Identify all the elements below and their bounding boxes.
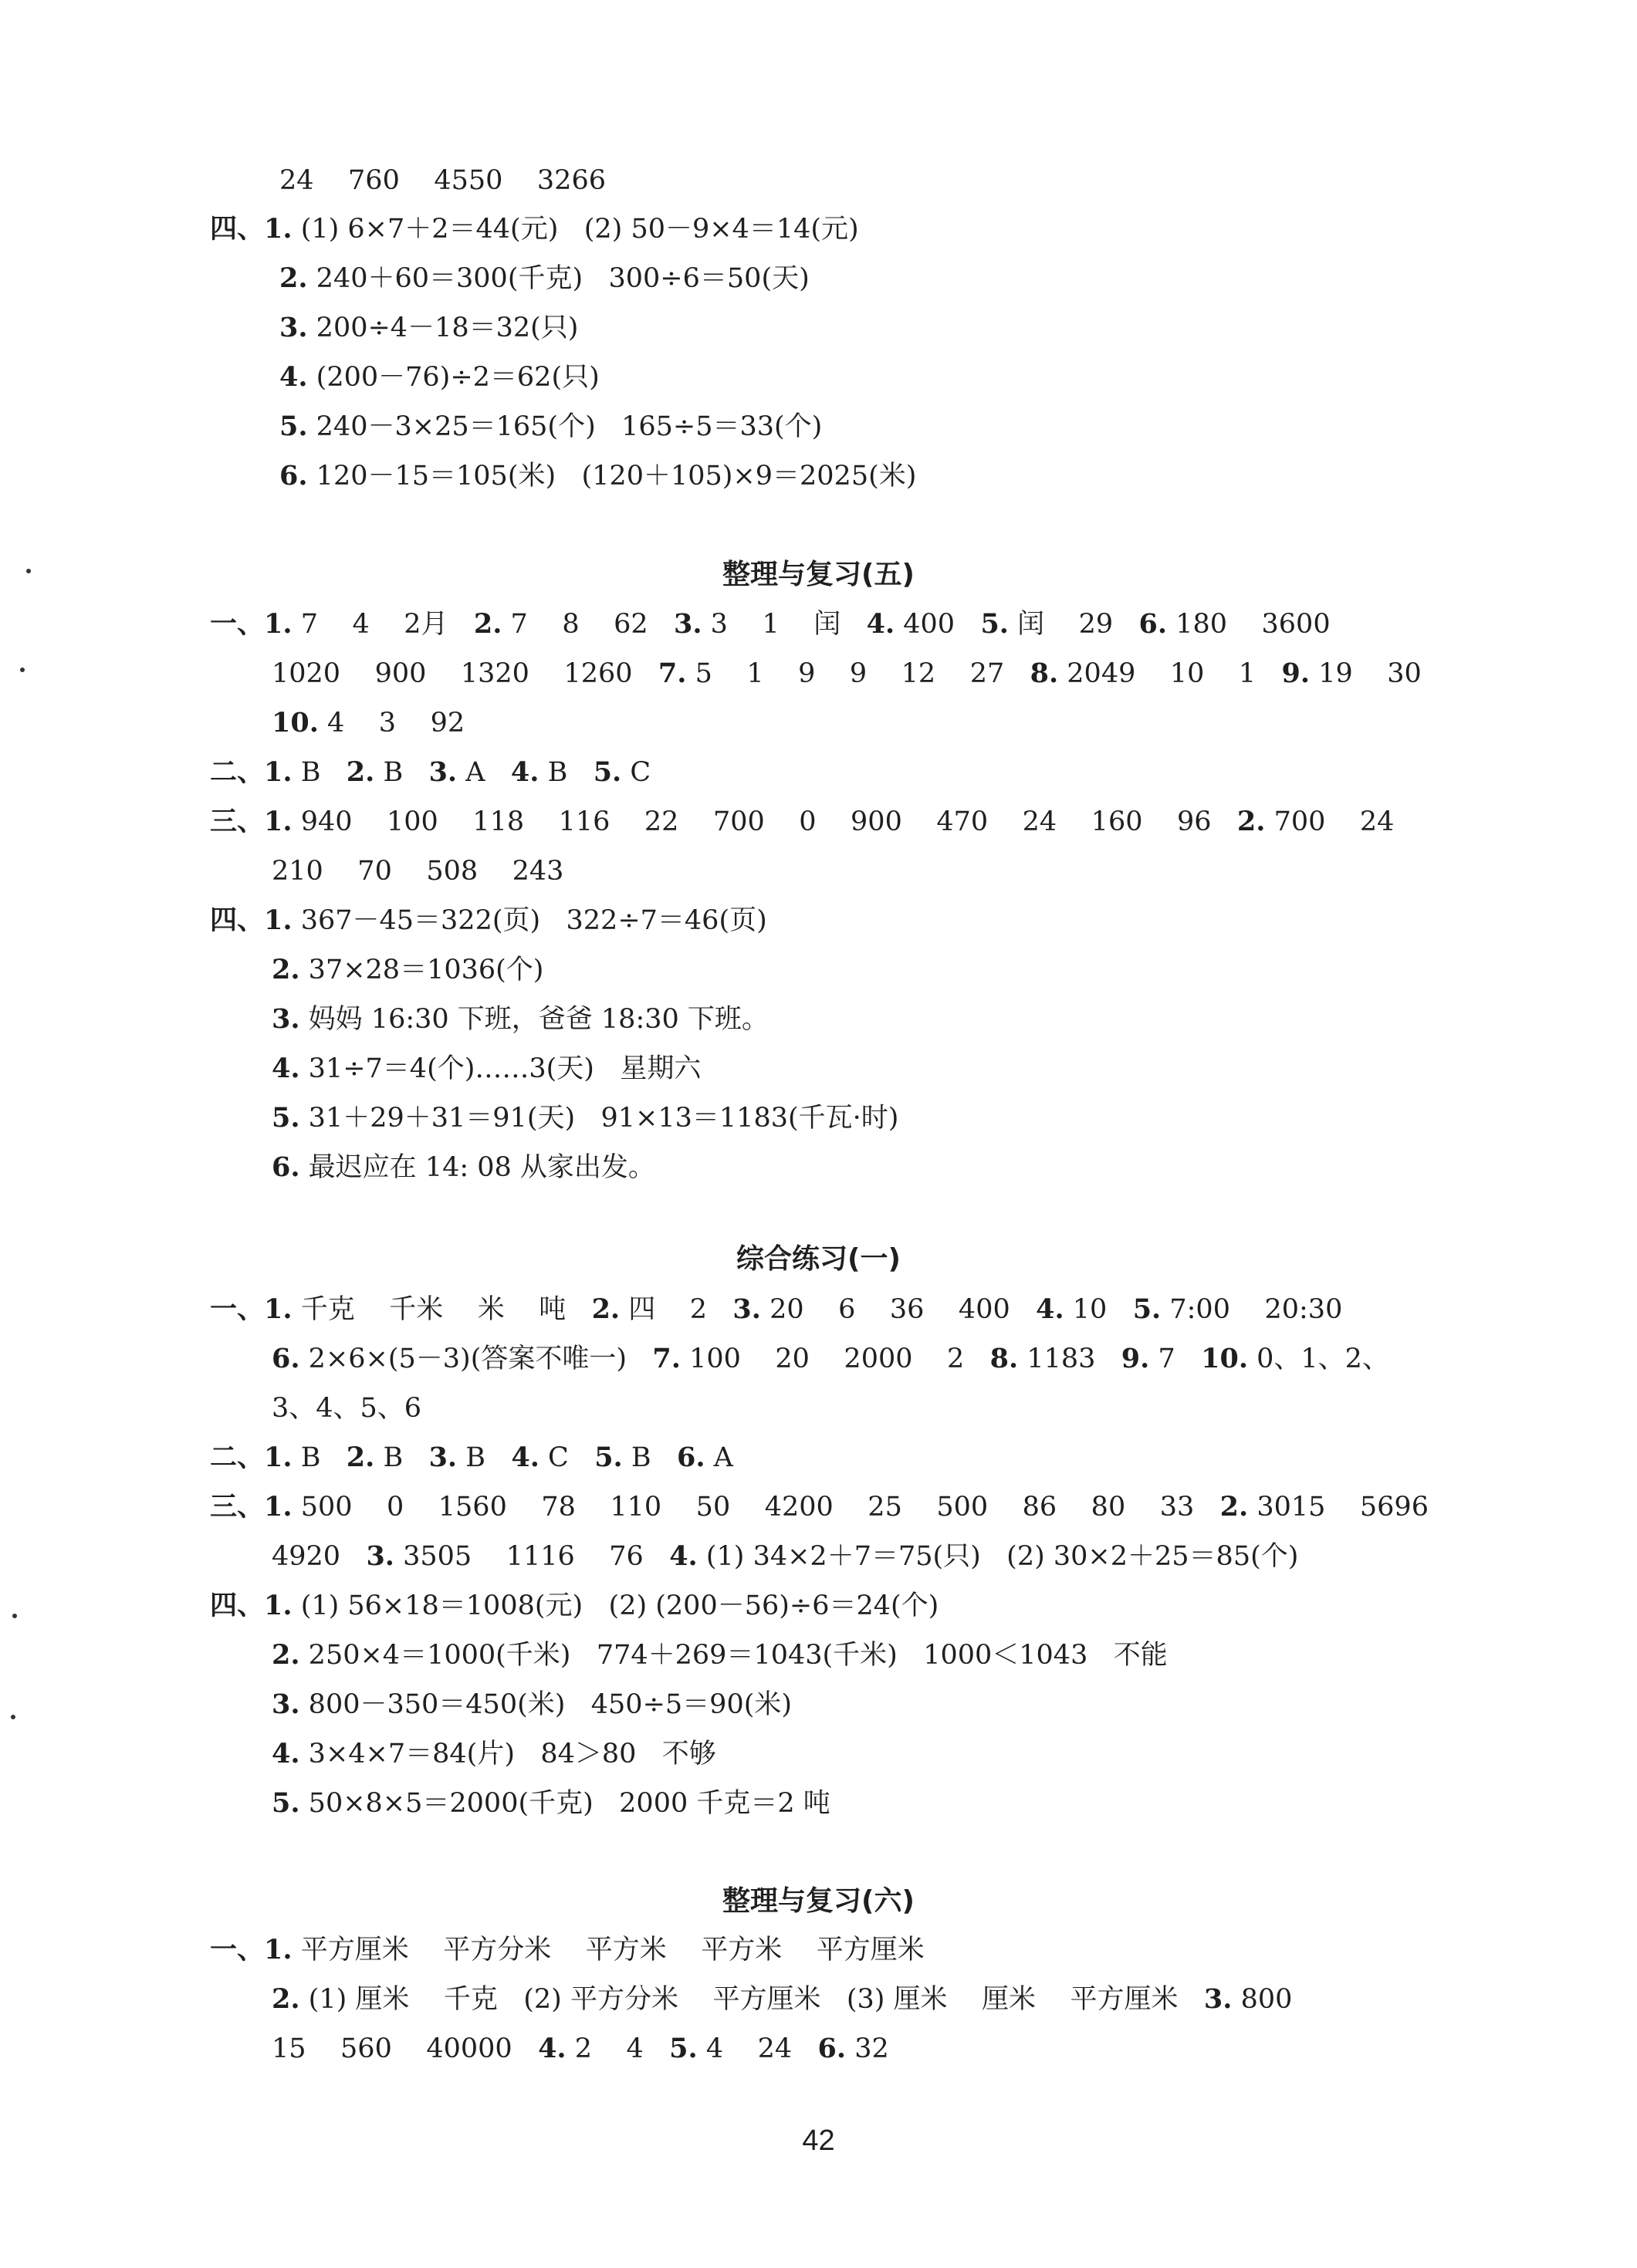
item-number: 4. [669,1540,698,1572]
item-number: 1. [264,608,293,640]
item-number: 2. [272,1983,300,2015]
answer-line: 二、1. B 2. B 3. B 4. C 5. B 6. A [210,1442,733,1473]
item-number: 5. [669,2033,698,2064]
item-number: 3. [674,608,702,640]
item-number: 6. [279,460,308,492]
answer-line: 一、1. 7 4 2月 2. 7 8 62 3. 3 1 闰 4. 400 5. 闰 29 6. 180 3600 [210,608,1331,640]
item-number: 3. [272,1688,300,1720]
item-number: 4. [272,1738,300,1769]
item-number: 2. [1219,1491,1249,1523]
answer-line: 3. 200÷4－18＝32(只) [279,312,579,343]
item-number: 6. [817,2033,847,2064]
answer-line: 3、4、5、6 [272,1393,422,1424]
section-label: 三、 [210,806,265,837]
answer-line: 15 560 40000 4. 2 4 5. 4 24 6. 32 [272,2033,889,2064]
answer-line: 10. 4 3 92 [272,707,465,739]
scan-speck [26,569,31,573]
item-number: 4. [511,1442,539,1473]
answer-line: 1020 900 1320 1260 7. 5 1 9 9 12 27 8. 2049 10 1 9. 19 30 [272,657,1422,689]
item-number: 10. [272,707,319,739]
answer-line: 2. (1) 厘米 千克 (2) 平方分米 平方厘米 (3) 厘米 厘米 平方厘米 3. 800 [272,1983,1293,2015]
item-number: 2. [272,1639,300,1671]
answer-line: 24 760 4550 3266 [279,165,606,196]
item-number: 3. [279,312,308,343]
answer-line: 2. 240＋60＝300(千克) 300÷6＝50(天) [279,262,810,294]
item-number: 1. [264,1934,293,1965]
answer-line: 一、1. 平方厘米 平方分米 平方米 平方米 平方厘米 [210,1934,925,1965]
item-number: 4. [1036,1293,1064,1325]
item-number: 10. [1201,1343,1249,1374]
item-number: 1. [264,756,293,788]
item-number: 7. [658,657,687,689]
item-number: 9. [1281,657,1311,689]
section-label: 三、 [210,1491,265,1523]
item-number: 1. [264,213,293,245]
item-number: 5. [980,608,1009,640]
item-number: 3. [366,1540,394,1572]
item-number: 5. [593,756,622,788]
item-number: 4. [272,1053,300,1084]
item-number: 2. [346,756,375,788]
item-number: 5. [272,1102,300,1134]
answer-line: 四、1. (1) 6×7＋2＝44(元) (2) 50－9×4＝14(元) [210,213,859,245]
item-number: 4. [538,2033,567,2064]
answer-line: 6. 120－15＝105(米) (120＋105)×9＝2025(米) [279,460,917,492]
item-number: 2. [1236,806,1266,837]
item-number: 5. [594,1442,623,1473]
item-number: 1. [264,1590,293,1621]
answer-line: 6. 最迟应在 14: 08 从家出发。 [272,1151,655,1183]
answer-line: 6. 2×6×(5－3)(答案不唯一) 7. 100 20 2000 2 8. 1183 9. 7 10. 0、1、2、 [272,1343,1389,1374]
answer-line: 2. 37×28＝1036(个) [272,954,544,985]
item-number: 2. [272,954,300,985]
answer-line: 4. 31÷7＝4(个)……3(天) 星期六 [272,1053,702,1084]
item-number: 8. [1030,657,1059,689]
item-number: 1. [264,904,293,936]
item-number: 1. [264,1491,293,1523]
item-number: 1. [264,806,293,837]
page-number: 42 [802,2124,835,2157]
section-label: 四、 [210,1590,265,1621]
item-number: 2. [279,262,308,294]
answer-line: 5. 50×8×5＝2000(千克) 2000 千克＝2 吨 [272,1787,830,1819]
answer-line: 四、1. 367－45＝322(页) 322÷7＝46(页) [210,904,767,936]
item-number: 2. [591,1293,621,1325]
answer-line: 5. 31＋29＋31＝91(天) 91×13＝1183(千瓦·时) [272,1102,899,1134]
item-number: 5. [279,411,308,442]
item-number: 5. [272,1787,300,1819]
answer-line: 3. 800－350＝450(米) 450÷5＝90(米) [272,1688,793,1720]
item-number: 3. [272,1003,300,1035]
answer-line: 三、1. 940 100 118 116 22 700 0 900 470 24 160 96 2. 700 24 [210,806,1395,837]
item-number: 1. [264,1293,293,1325]
item-number: 3. [1203,1983,1233,2015]
answer-line: 2. 250×4＝1000(千米) 774＋269＝1043(千米) 1000＜1043 不能 [272,1639,1168,1671]
item-number: 9. [1121,1343,1150,1374]
answer-line: 210 70 508 243 [272,856,564,887]
section-label: 一、 [210,1293,265,1325]
item-number: 6. [272,1151,300,1183]
item-number: 2. [346,1442,375,1473]
item-number: 7. [652,1343,681,1374]
section-label: 一、 [210,608,265,640]
answer-line: 四、1. (1) 56×18＝1008(元) (2) (200－56)÷6＝24(个) [210,1590,939,1621]
item-number: 6. [272,1343,300,1374]
item-number: 4. [866,608,895,640]
scan-speck [20,668,25,672]
answer-line: 4920 3. 3505 1116 76 4. (1) 34×2＋7＝75(只) (2) 30×2＋25＝85(个) [272,1540,1299,1572]
answer-line: 3. 妈妈 16:30 下班，爸爸 18:30 下班。 [272,1003,769,1035]
item-number: 4. [279,361,308,393]
item-number: 1. [264,1442,293,1473]
answer-line: 二、1. B 2. B 3. A 4. B 5. C [210,756,651,788]
item-number: 6. [676,1442,705,1473]
section-title: 综合练习(一) [736,1243,901,1275]
item-number: 5. [1132,1293,1162,1325]
section-label: 一、 [210,1934,265,1965]
item-number: 3. [428,756,458,788]
section-title: 整理与复习(五) [722,559,915,590]
item-number: 6. [1138,608,1168,640]
item-number: 3. [732,1293,761,1325]
item-number: 4. [510,756,539,788]
answer-line: 5. 240－3×25＝165(个) 165÷5＝33(个) [279,411,823,442]
answer-line: 三、1. 500 0 1560 78 110 50 4200 25 500 86 80 33 2. 3015 5696 [210,1491,1429,1523]
section-label: 四、 [210,904,265,936]
item-number: 2. [473,608,502,640]
section-label: 四、 [210,213,265,245]
answer-line: 一、1. 千克 千米 米 吨 2. 四 2 3. 20 6 36 400 4. 10 5. 7:00 20:30 [210,1293,1343,1325]
section-title: 整理与复习(六) [722,1885,915,1917]
scan-speck [11,1715,15,1719]
answer-line: 4. 3×4×7＝84(片) 84＞80 不够 [272,1738,716,1769]
scan-speck [12,1614,17,1618]
section-label: 二、 [210,1442,265,1473]
item-number: 8. [989,1343,1019,1374]
answer-line: 4. (200－76)÷2＝62(只) [279,361,600,393]
section-label: 二、 [210,756,265,788]
item-number: 3. [428,1442,458,1473]
